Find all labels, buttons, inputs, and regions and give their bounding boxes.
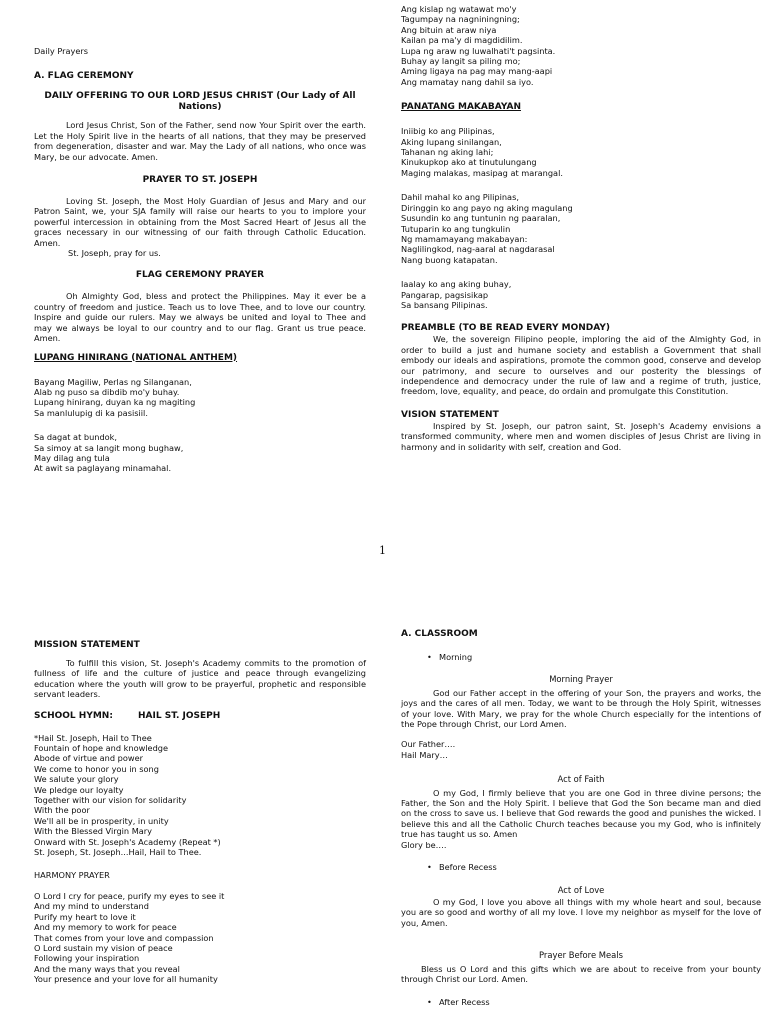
anthem-line: Lupa ng araw ng luwalhati't pagsinta.	[401, 45, 556, 56]
offering-title: DAILY OFFERING TO OUR LORD JESUS CHRIST (Our Lady of All Nations)	[44, 91, 356, 113]
panatang-line: Pangarap, pagsisikap	[401, 289, 489, 300]
prayer-before-meals-title: Prayer Before Meals	[539, 950, 623, 961]
flag-prayer-text: Oh Almighty God, bless and protect the Philippines. May it ever be a country of freedom and justice. Teach us to love Thee, and to love our country. Inspire and guide our rulers. May we always be united and loyal to Thee and may we always be loyal to our country and to our flag. Grant us true peace. Amen.	[34, 291, 366, 344]
panatang-line: Tahanan ng aking lahi;	[401, 147, 494, 158]
anthem-line: Buhay ay langit sa piling mo;	[401, 56, 521, 67]
mission-text: To fulfill this vision, St. Joseph's Academy commits to the promotion of fullness of life and the culture of justice and peace through evangelizing education where the youth will grow to be prayerful, prophetic and responsible servant leaders.	[34, 658, 366, 700]
hymn-line: We pledge our loyalty	[34, 784, 124, 795]
hymn-line: Together with our vision for solidarity	[34, 795, 187, 806]
panatang-line: Tutuparin ko ang tungkulin	[401, 223, 511, 234]
hymn-line: We come to honor you in song	[34, 763, 159, 774]
anthem-line: Sa dagat at bundok,	[34, 432, 118, 443]
hymn-line: St. Joseph, St. Joseph...Hail, Hail to Thee.	[34, 847, 202, 858]
joseph-text: Loving St. Joseph, the Most Holy Guardian of Jesus and Mary and our Patron Saint, we, your SJA family will raise our hearts to you to implore your powerful intercession in obtaining from the Most Sacred Heart of Jesus all the graces necessary in our witnessing of our faith through Catholic Education. Amen.	[34, 196, 366, 248]
hymn-line: With the poor	[34, 805, 90, 816]
our-father: Our Father….	[401, 739, 456, 750]
anthem-title: LUPANG HINIRANG (NATIONAL ANTHEM)	[34, 352, 238, 363]
hail-mary: Hail Mary…	[401, 749, 448, 760]
anthem-line: Alab ng puso sa dibdib mo'y buhay.	[34, 386, 180, 397]
morning-prayer-text: God our Father accept in the offering of your Son, the prayers and works, the joys and the cares of all men. Today, we want to be through the Holy Spirit, witnesses of your love. With Mary, we pray for the whole Church especially for the intentions of the Pope through Christ, our Lord Amen.	[401, 687, 761, 730]
morning-prayer-title: Morning Prayer	[549, 674, 613, 685]
anthem-line: Sa simoy at sa langit mong bughaw,	[34, 442, 184, 453]
panatang-stanza-1	[401, 126, 761, 178]
hymn-title: SCHOOL HYMN: HAIL ST. JOSEPH	[34, 710, 221, 721]
hymn-line: Abode of virtue and power	[34, 753, 143, 764]
panatang-stanza-2	[401, 192, 761, 265]
harmony-line: Following your inspiration	[34, 953, 140, 964]
act-of-love-text: O my God, I love you above all things with my whole heart and soul, because you are so good and worthy of all my love. I love my neighbor as myself for the love of you, Amen.	[401, 896, 761, 928]
panatang-line: Aking lupang sinilangan,	[401, 136, 502, 147]
harmony-line: O Lord I cry for peace, purify my eyes to see it	[34, 890, 225, 901]
anthem-stanza-1	[34, 377, 366, 419]
section-flag-ceremony: A. FLAG CEREMONY	[34, 71, 134, 82]
anthem-line: At awit sa paglayang minamahal.	[34, 463, 172, 474]
section-classroom: A. CLASSROOM	[401, 629, 478, 639]
doc-title: Daily Prayers	[34, 46, 89, 56]
panatang-line: Naglilingkod, nag-aaral at nagdarasal	[401, 244, 555, 255]
hymn-line: *Hail St. Joseph, Hail to Thee	[34, 732, 152, 743]
anthem-line: May dilag ang tula	[34, 452, 110, 463]
panatang-line: Maging malakas, masipag at marangal.	[401, 167, 563, 178]
bullet-before-recess: • Before Recess	[419, 862, 761, 872]
offering-text: Lord Jesus Christ, Son of the Father, send now Your Spirit over the earth. Let the Holy Spirit live in the hearts of all nations, that they may be preserved from degeneration, disaster and war. May the Lady of all nations, who once was Mary, be our advocate. Amen.	[34, 120, 366, 162]
anthem-line: Ang mamatay nang dahil sa iyo.	[401, 76, 534, 87]
anthem-line: Kailan pa ma'y di magdidilim.	[401, 35, 523, 46]
anthem-line: Lupang hinirang, duyan ka ng magiting	[34, 397, 196, 408]
act-of-faith-title: Act of Faith	[557, 774, 605, 785]
harmony-line: And the many ways that you reveal	[34, 963, 180, 974]
harmony-lyrics	[34, 891, 366, 985]
anthem-line: Aming ligaya na pag may mang-aapi	[401, 66, 553, 77]
panatang-line: Dahil mahal ko ang Pilipinas,	[401, 192, 519, 203]
page1-left-column	[34, 46, 366, 474]
panatang-line: Nang buong katapatan.	[401, 254, 498, 265]
joseph-pray: St. Joseph, pray for us.	[68, 248, 161, 259]
anthem-stanza-2	[34, 432, 366, 474]
preamble-text: We, the sovereign Filipino people, imploring the aid of the Almighty God, in order to build a just and humane society and establish a Government that shall embody our ideals and aspirations, promote the common good, conserve and develop our patrimony, and secure to ourselves and our posterity the blessings of independence and democracy under the rule of law and a regime of truth, justice, freedom, love, equality, and peace, do ordain and promulgate this Constitution.	[401, 334, 761, 397]
joseph-title: PRAYER TO ST. JOSEPH	[142, 175, 258, 186]
bullet-after-recess: • After Recess	[419, 997, 761, 1007]
anthem-stanza-3	[401, 4, 761, 87]
hymn-lyrics	[34, 733, 366, 858]
flag-prayer-title: FLAG CEREMONY PRAYER	[135, 270, 265, 281]
preamble-title: PREAMBLE (TO BE READ EVERY MONDAY)	[401, 323, 610, 334]
bullet-morning: • Morning	[419, 652, 761, 662]
panatang-line: Kinukupkop ako at tinutulungang	[401, 157, 537, 168]
harmony-line: And my memory to work for peace	[34, 922, 177, 933]
glory-be: Glory be….	[401, 839, 447, 850]
panatang-line: Diringgin ko ang payo ng aking magulang	[401, 202, 573, 213]
panatang-line: Iniibig ko ang Pilipinas,	[401, 126, 495, 137]
page2-right-column	[401, 629, 761, 1008]
hymn-line: With the Blessed Virgin Mary	[34, 826, 153, 837]
vision-text: Inspired by St. Joseph, our patron saint, St. Joseph's Academy envisions a transformed community, where men and women disciples of Jesus Christ are living in harmony and in solidarity with self, creation and God.	[401, 420, 761, 452]
hymn-line: Onward with St. Joseph's Academy (Repeat *)	[34, 836, 221, 847]
harmony-line: O Lord sustain my vision of peace	[34, 942, 173, 953]
anthem-line: Tagumpay na nagniningning;	[401, 14, 520, 25]
panatang-line: Iaalay ko ang aking buhay,	[401, 279, 512, 290]
panatang-stanza-3	[401, 279, 761, 310]
mission-title: MISSION STATEMENT	[34, 640, 140, 650]
page1-right-column	[401, 4, 761, 452]
hymn-line: We salute your glory	[34, 774, 119, 785]
anthem-line: Ang bituin at araw niya	[401, 24, 497, 35]
vision-title: VISION STATEMENT	[401, 409, 499, 420]
anthem-line: Ang kislap ng watawat mo'y	[401, 4, 517, 14]
harmony-line: That comes from your love and compassion	[34, 932, 214, 943]
hymn-line: We'll all be in prosperity, in unity	[34, 815, 169, 826]
panatang-line: Ng mamamayang makabayan:	[401, 233, 528, 244]
panatang-title: PANATANG MAKABAYAN	[401, 102, 521, 113]
harmony-line: And my mind to understand	[34, 901, 149, 912]
anthem-line: Bayang Magiliw, Perlas ng Silanganan,	[34, 376, 192, 387]
prayer-before-meals-text: Bless us O Lord and this gifts which we are about to receive from your bounty through Christ our Lord. Amen.	[401, 963, 761, 984]
page-number: 1	[379, 544, 386, 557]
act-of-love-title: Act of Love	[557, 884, 605, 895]
anthem-line: Sa manlulupig di ka pasisiil.	[34, 407, 148, 418]
act-of-faith-text: O my God, I firmly believe that you are one God in three divine persons; the Father, the Son and the Holy Spirit. I believe that God the Son became man and died on the cross to save us. I believe that God rewards the good and punishes the wicked. I believe this and all the Catholic Church teaches because you my God, who is infinitely true has taught us so. Amen	[401, 787, 761, 840]
harmony-title: HARMONY PRAYER	[34, 869, 110, 880]
panatang-line: Sa bansang Pilipinas.	[401, 299, 488, 310]
hymn-line: Fountain of hope and knowledge	[34, 743, 169, 754]
harmony-line: Your presence and your love for all humanity	[34, 974, 218, 985]
harmony-line: Purify my heart to love it	[34, 911, 136, 922]
panatang-line: Susundin ko ang tuntunin ng paaralan,	[401, 213, 561, 224]
page2-left-column	[34, 640, 366, 985]
